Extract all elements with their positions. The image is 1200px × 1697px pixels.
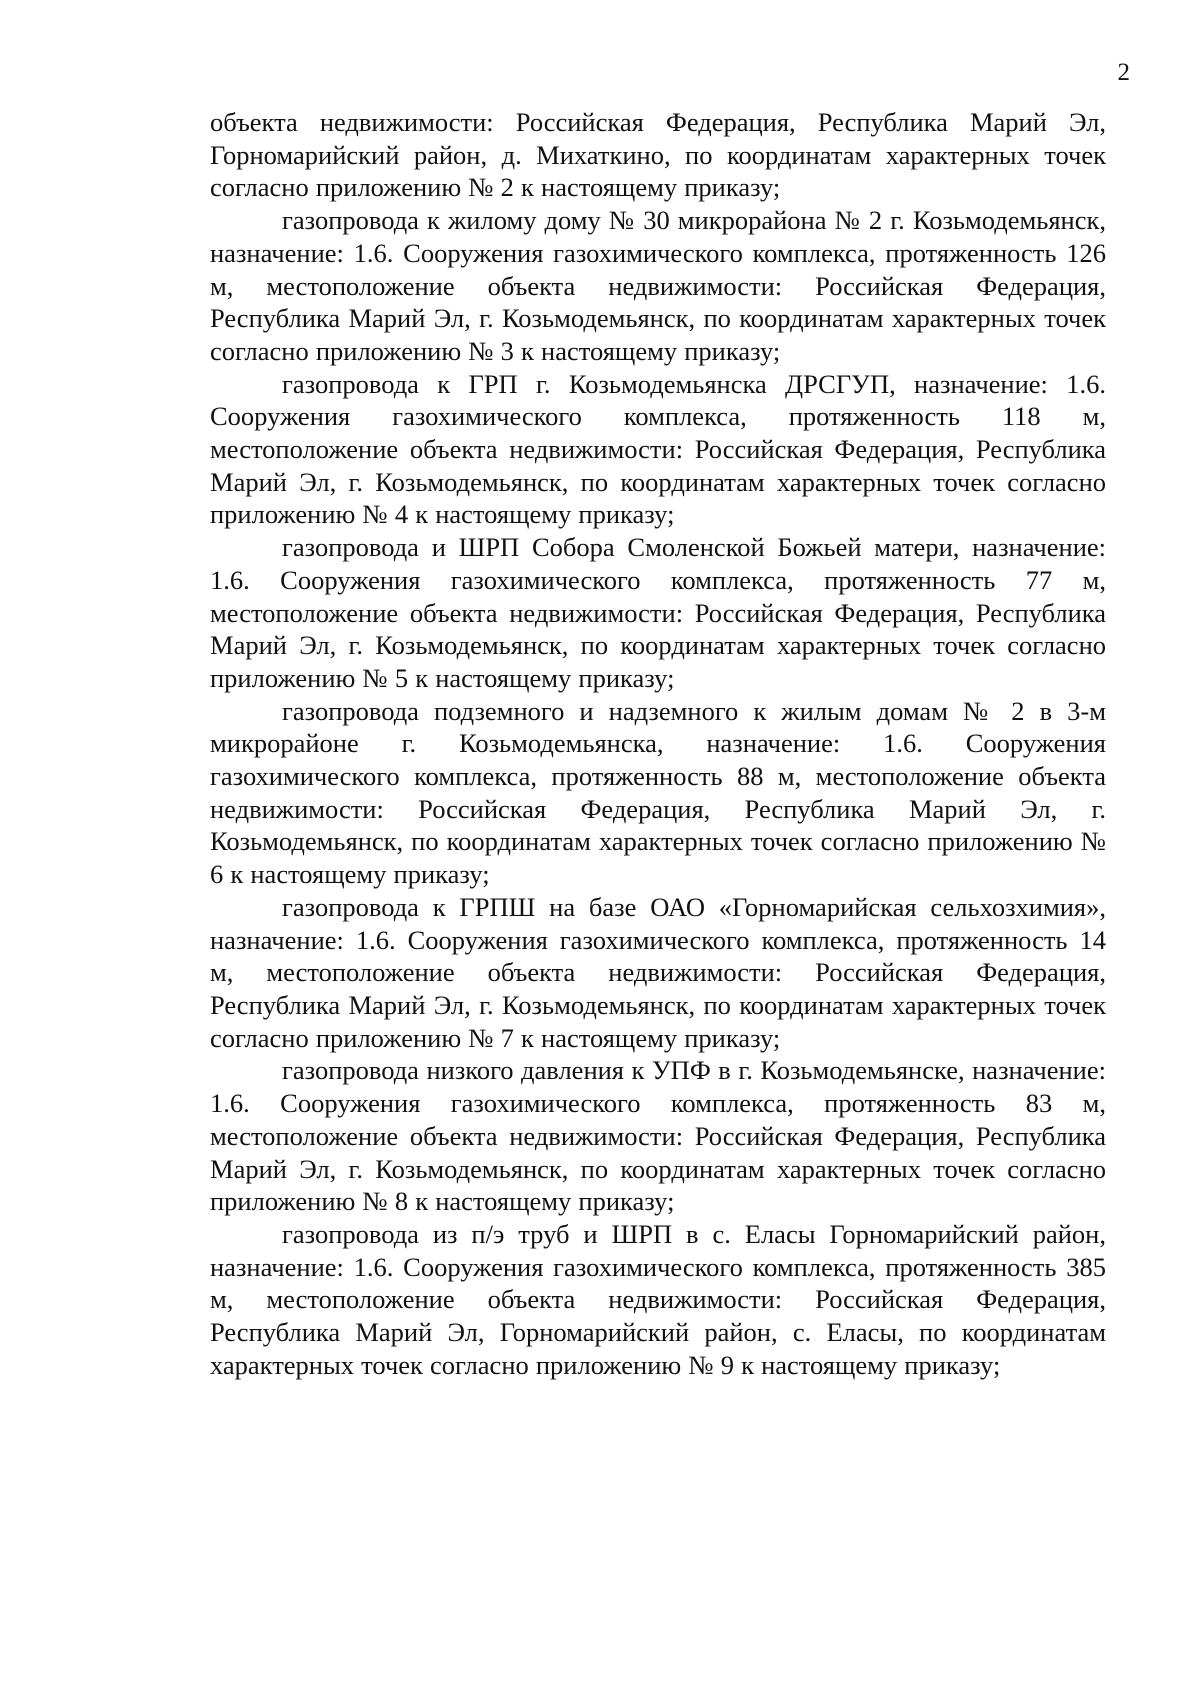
paragraph-gas-pipeline-item: газопровода к жилому дому № 30 микрорайона № 2 г. Козьмодемьянск, назначение: 1.6. Сооружения газохимического комплекса, протяженность 126 м, местоположение объекта недвижимости: Российская Федерация, Республика Марий Эл, г. Козьмодемьянск, по координатам характерных точек согласно приложению № 3 к настоящему приказу;	[210, 205, 1106, 366]
paragraph-gas-pipeline-item: газопровода из п/э труб и ШРП в с. Еласы Горномарийский район, назначение: 1.6. Сооружения газохимического комплекса, протяженность 385 м, местоположение объекта недвижимости: Российская Федерация, Республика Марий Эл, Горномарийский район, с. Еласы, по координатам характерных точек согласно приложению № 9 к настоящему приказу;	[210, 1218, 1106, 1380]
paragraph-gas-pipeline-item: газопровода к ГРП г. Козьмодемьянска ДРСГУП, назначение: 1.6. Сооружения газохимического комплекса, протяженность 118 м, местоположение объекта недвижимости: Российская Федерация, Республика Марий Эл, г. Козьмодемьянск, по координатам характерных точек согласно приложению № 4 к настоящему приказу;	[210, 368, 1106, 530]
paragraph-gas-pipeline-item: газопровода к ГРПШ на базе ОАО «Горномарийская сельхозхимия», назначение: 1.6. Сооружения газохимического комплекса, протяженность 14 м, местоположение объекта недвижимости: Российская Федерация, Республика Марий Эл, г. Козьмодемьянск, по координатам характерных точек согласно приложению № 7 к настоящему приказу;	[210, 891, 1106, 1053]
paragraph-gas-pipeline-item: газопровода низкого давления к УПФ в г. Козьмодемьянске, назначение: 1.6. Сооружения газохимического комплекса, протяженность 83 м, местоположение объекта недвижимости: Российская Федерация, Республика Марий Эл, г. Козьмодемьянск, по координатам характерных точек согласно приложению № 8 к настоящему приказу;	[210, 1055, 1106, 1217]
paragraph-gas-pipeline-item: газопровода подземного и надземного к жилым домам № 2 в 3-м микрорайоне г. Козьмодемьянска, назначение: 1.6. Сооружения газохимического комплекса, протяженность 88 м, местоположение объекта недвижимости: Российская Федерация, Республика Марий Эл, г. Козьмодемьянск, по координатам характерных точек согласно приложению № 6 к настоящему приказу;	[210, 695, 1106, 890]
paragraph-gas-pipeline-item: газопровода и ШРП Собора Смоленской Божьей матери, назначение: 1.6. Сооружения газохимического комплекса, протяженность 77 м, местоположение объекта недвижимости: Российская Федерация, Республика Марий Эл, г. Козьмодемьянск, по координатам характерных точек согласно приложению № 5 к настоящему приказу;	[210, 532, 1106, 693]
page-number: 2	[1117, 59, 1130, 86]
document-body	[210, 106, 1106, 1381]
paragraph-continuation: объекта недвижимости: Российская Федерация, Республика Марий Эл, Горномарийский район, д. Михаткино, по координатам характерных точек согласно приложению № 2 к настоящему приказу;	[210, 107, 1106, 203]
